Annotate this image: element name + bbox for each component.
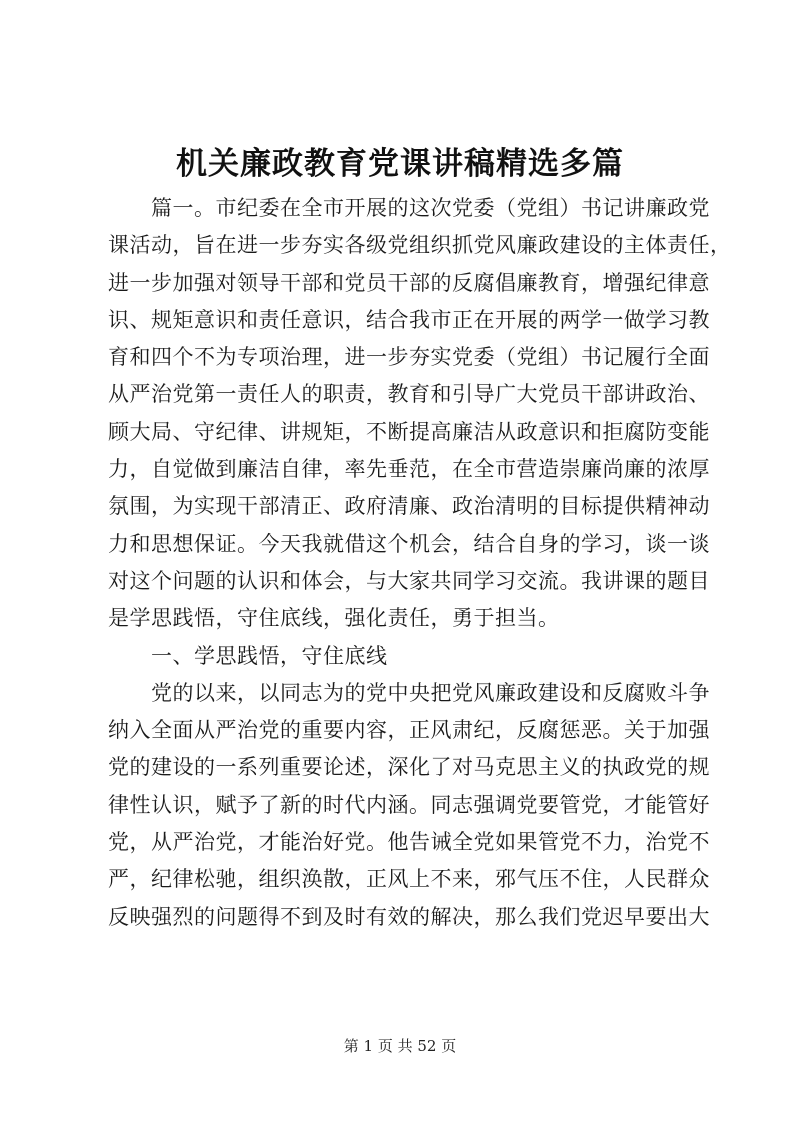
body-line: 从严治党第一责任人的职责，教育和引导广大党员干部讲政治、 (108, 382, 710, 407)
body-line: 力，自觉做到廉洁自律，率先垂范，在全市营造崇廉尚廉的浓厚 (108, 457, 710, 482)
body-line: 力和思想保证。今天我就借这个机会，结合自身的学习，谈一谈 (108, 531, 710, 556)
section-heading: 一、学思践悟，守住底线 (108, 643, 388, 668)
body-line: 识、规矩意识和责任意识，结合我市正在开展的两学一做学习教 (108, 307, 710, 332)
document-body (108, 190, 732, 936)
body-line: 党的以来，以同志为的党中央把党风廉政建设和反腐败斗争 (108, 680, 710, 705)
body-line: 党，从严治党，才能治好党。他告诫全党如果管党不力，治党不 (108, 830, 710, 855)
body-line: 反映强烈的问题得不到及时有效的解决，那么我们党迟早要出大 (108, 904, 710, 929)
body-line: 是学思践悟，守住底线，强化责任，勇于担当。 (108, 606, 560, 631)
document-title: 机关廉政教育党课讲稿精选多篇 (176, 146, 624, 182)
body-line: 对这个问题的认识和体会，与大家共同学习交流。我讲课的题目 (108, 568, 710, 593)
body-line: 篇一。市纪委在全市开展的这次党委（党组）书记讲廉政党 (108, 196, 710, 220)
body-line: 进一步加强对领导干部和党员干部的反腐倡廉教育，增强纪律意 (108, 270, 710, 295)
body-line: 律性认识，赋予了新的时代内涵。同志强调党要管党，才能管好 (108, 792, 710, 817)
body-line: 严，纪律松驰，组织涣散，正风上不来，邪气压不住，人民群众 (108, 867, 710, 892)
body-line: 纳入全面从严治党的重要内容，正风肃纪，反腐惩恶。关于加强 (108, 718, 710, 743)
body-line: 党的建设的一系列重要论述，深化了对马克思主义的执政党的规 (108, 755, 710, 780)
body-line: 顾大局、守纪律、讲规矩，不断提高廉洁从政意识和拒腐防变能 (108, 419, 710, 444)
body-line: 氛围，为实现干部清正、政府清廉、政治清明的目标提供精神动 (108, 494, 710, 519)
page-number-footer: 第 1 页 共 52 页 (343, 1037, 457, 1055)
body-line: 育和四个不为专项治理，进一步夯实党委（党组）书记履行全面 (108, 345, 710, 370)
body-line: 课活动，旨在进一步夯实各级党组织抓党风廉政建设的主体责任， (108, 233, 732, 258)
